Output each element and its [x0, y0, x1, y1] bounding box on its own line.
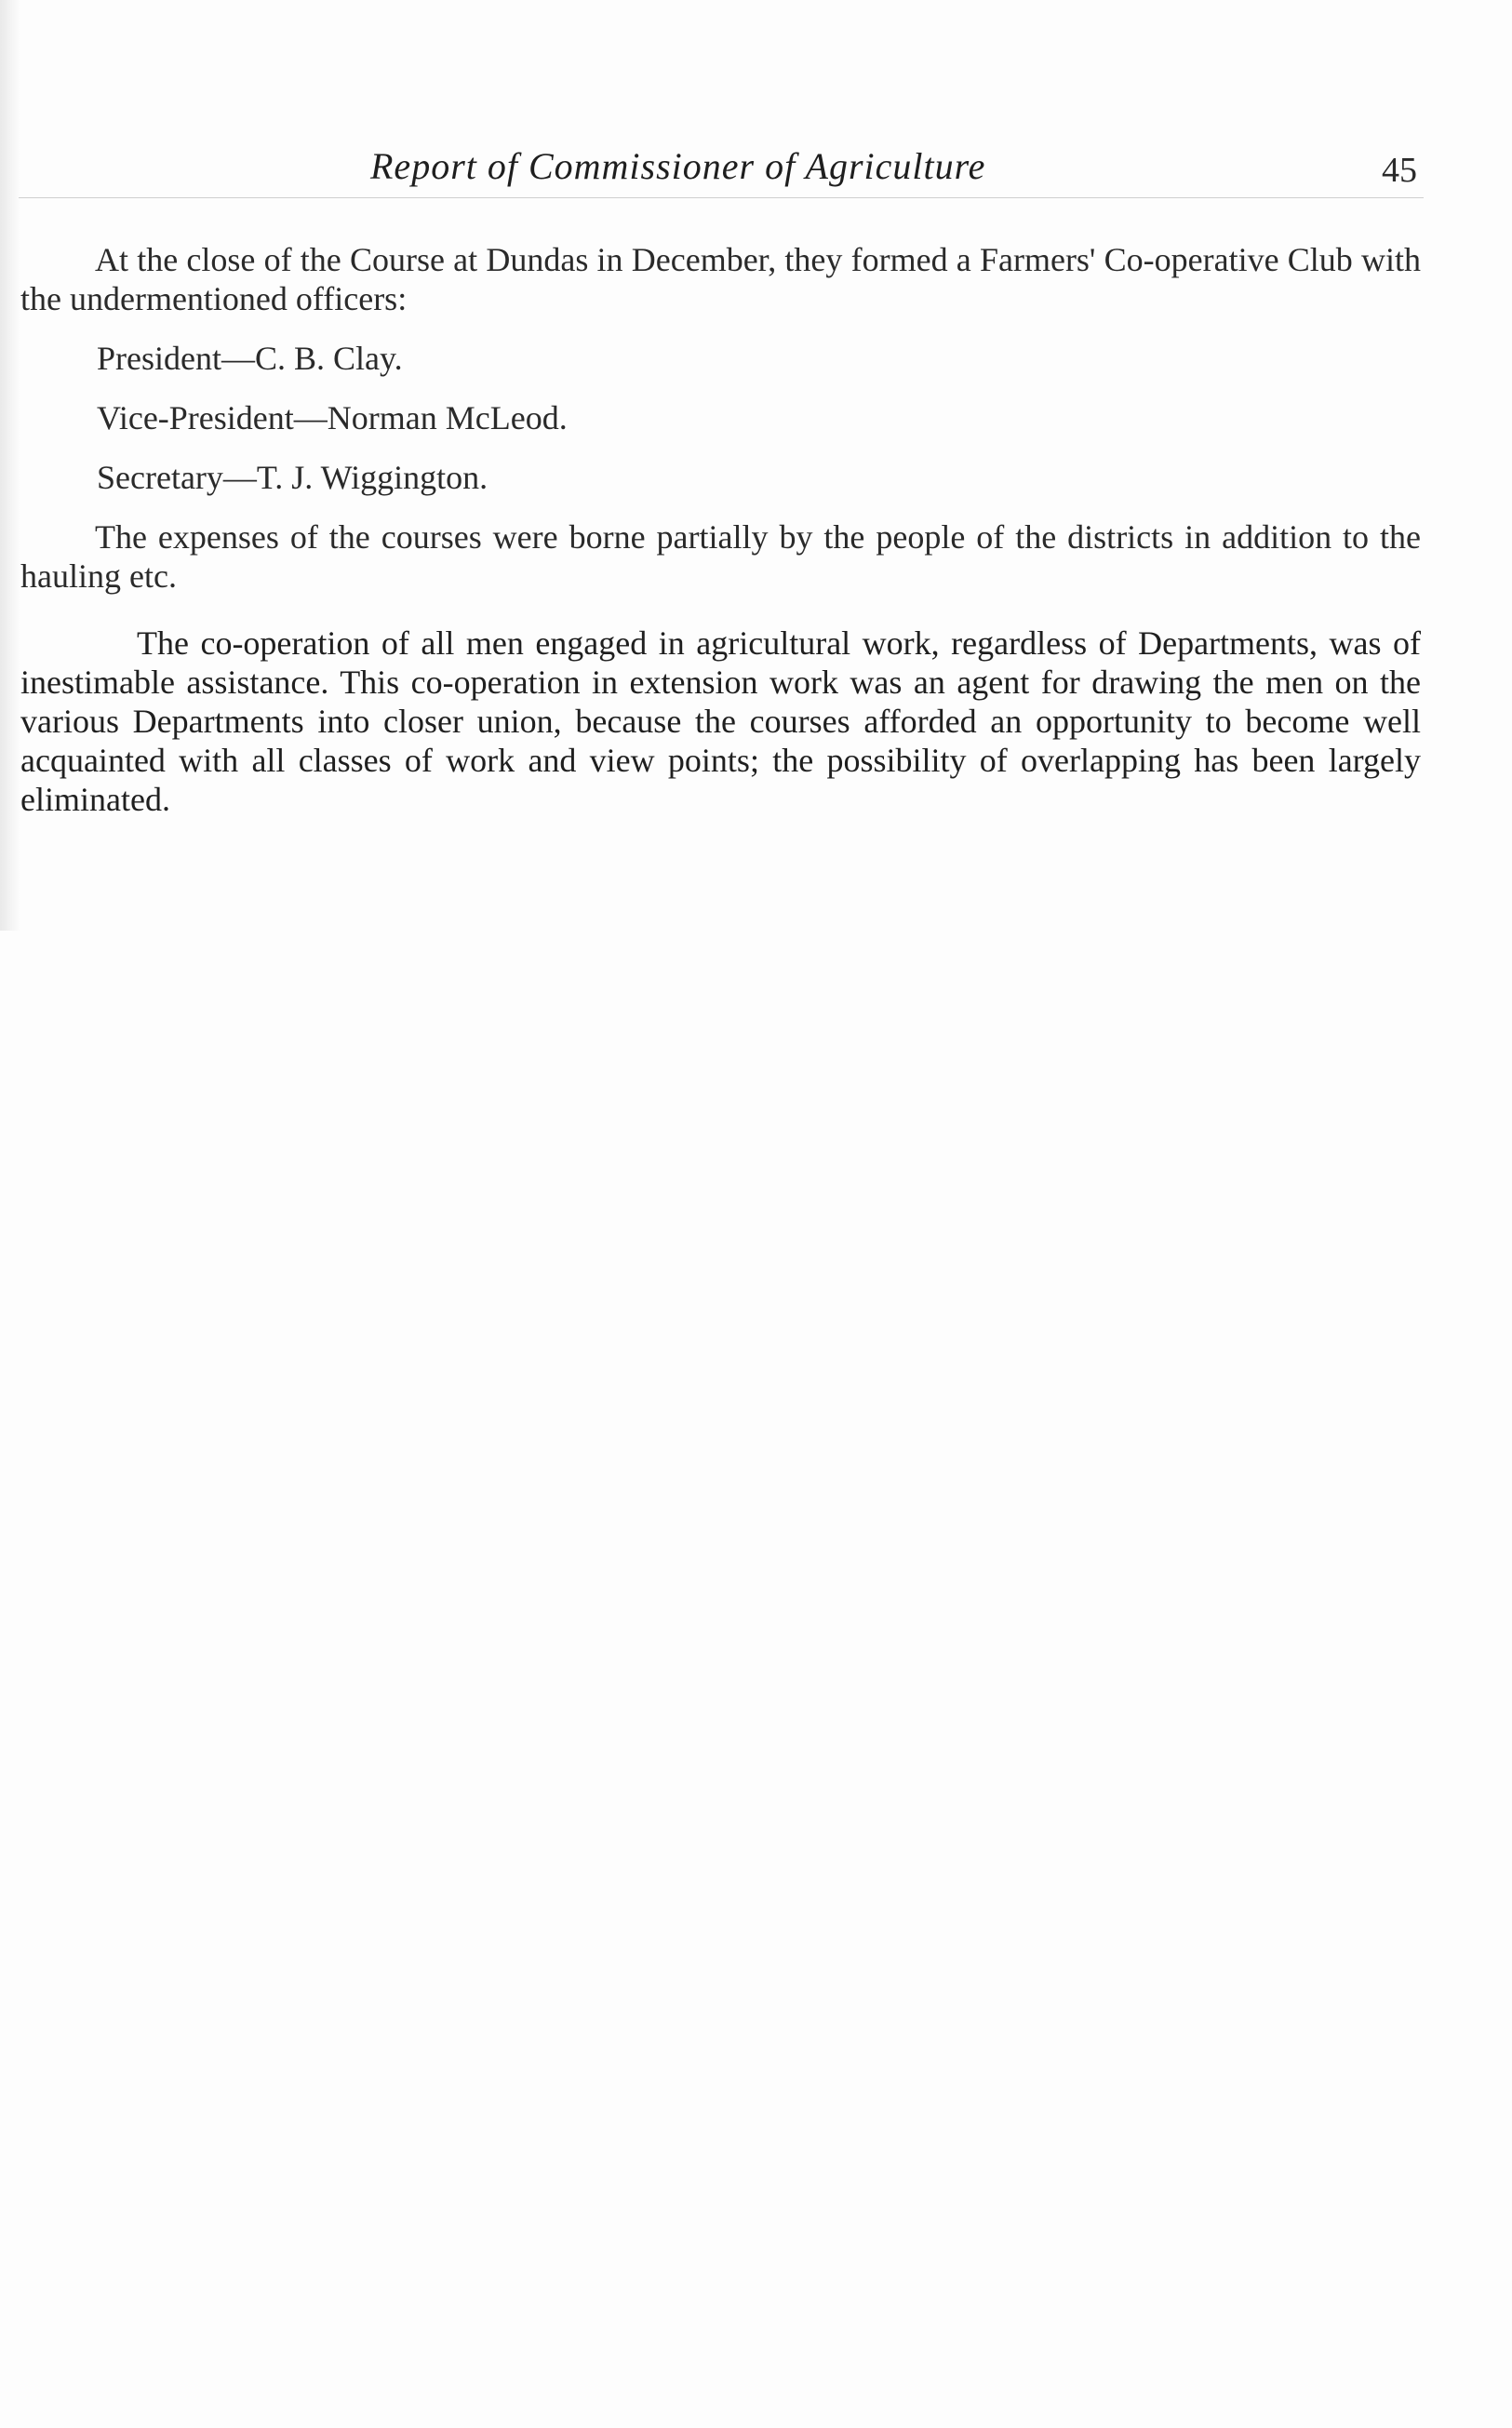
- page-body: [20, 240, 1421, 819]
- paragraph-club-formation: At the close of the Course at Dundas in December, they formed a Farmers' Co-operative Club with the undermentioned officers:: [20, 241, 1421, 317]
- running-title: Report of Commissioner of Agriculture: [370, 145, 986, 187]
- officer-president: President—C. B. Clay.: [97, 340, 403, 377]
- officer-secretary: Secretary—T. J. Wiggington.: [97, 459, 488, 496]
- scan-shadow: [0, 0, 20, 931]
- page-number: 45: [1382, 151, 1417, 190]
- header-rule: [19, 197, 1424, 198]
- paragraph-expenses: The expenses of the courses were borne partially by the people of the districts in addition to the hauling etc.: [20, 518, 1421, 595]
- paragraph-co-operation: The co-operation of all men engaged in agricultural work, regardless of Departments, was of inestimable assistance. This co-operation in extension work was an agent for drawing the men on the various Departments into closer union, because the courses afforded an opportunity to become well acquainted with all classes of work and view points; the possibility of overlapping has been largely eliminated.: [20, 624, 1421, 818]
- running-header: [0, 144, 1512, 200]
- officer-vice-president: Vice-President—Norman McLeod.: [97, 399, 568, 436]
